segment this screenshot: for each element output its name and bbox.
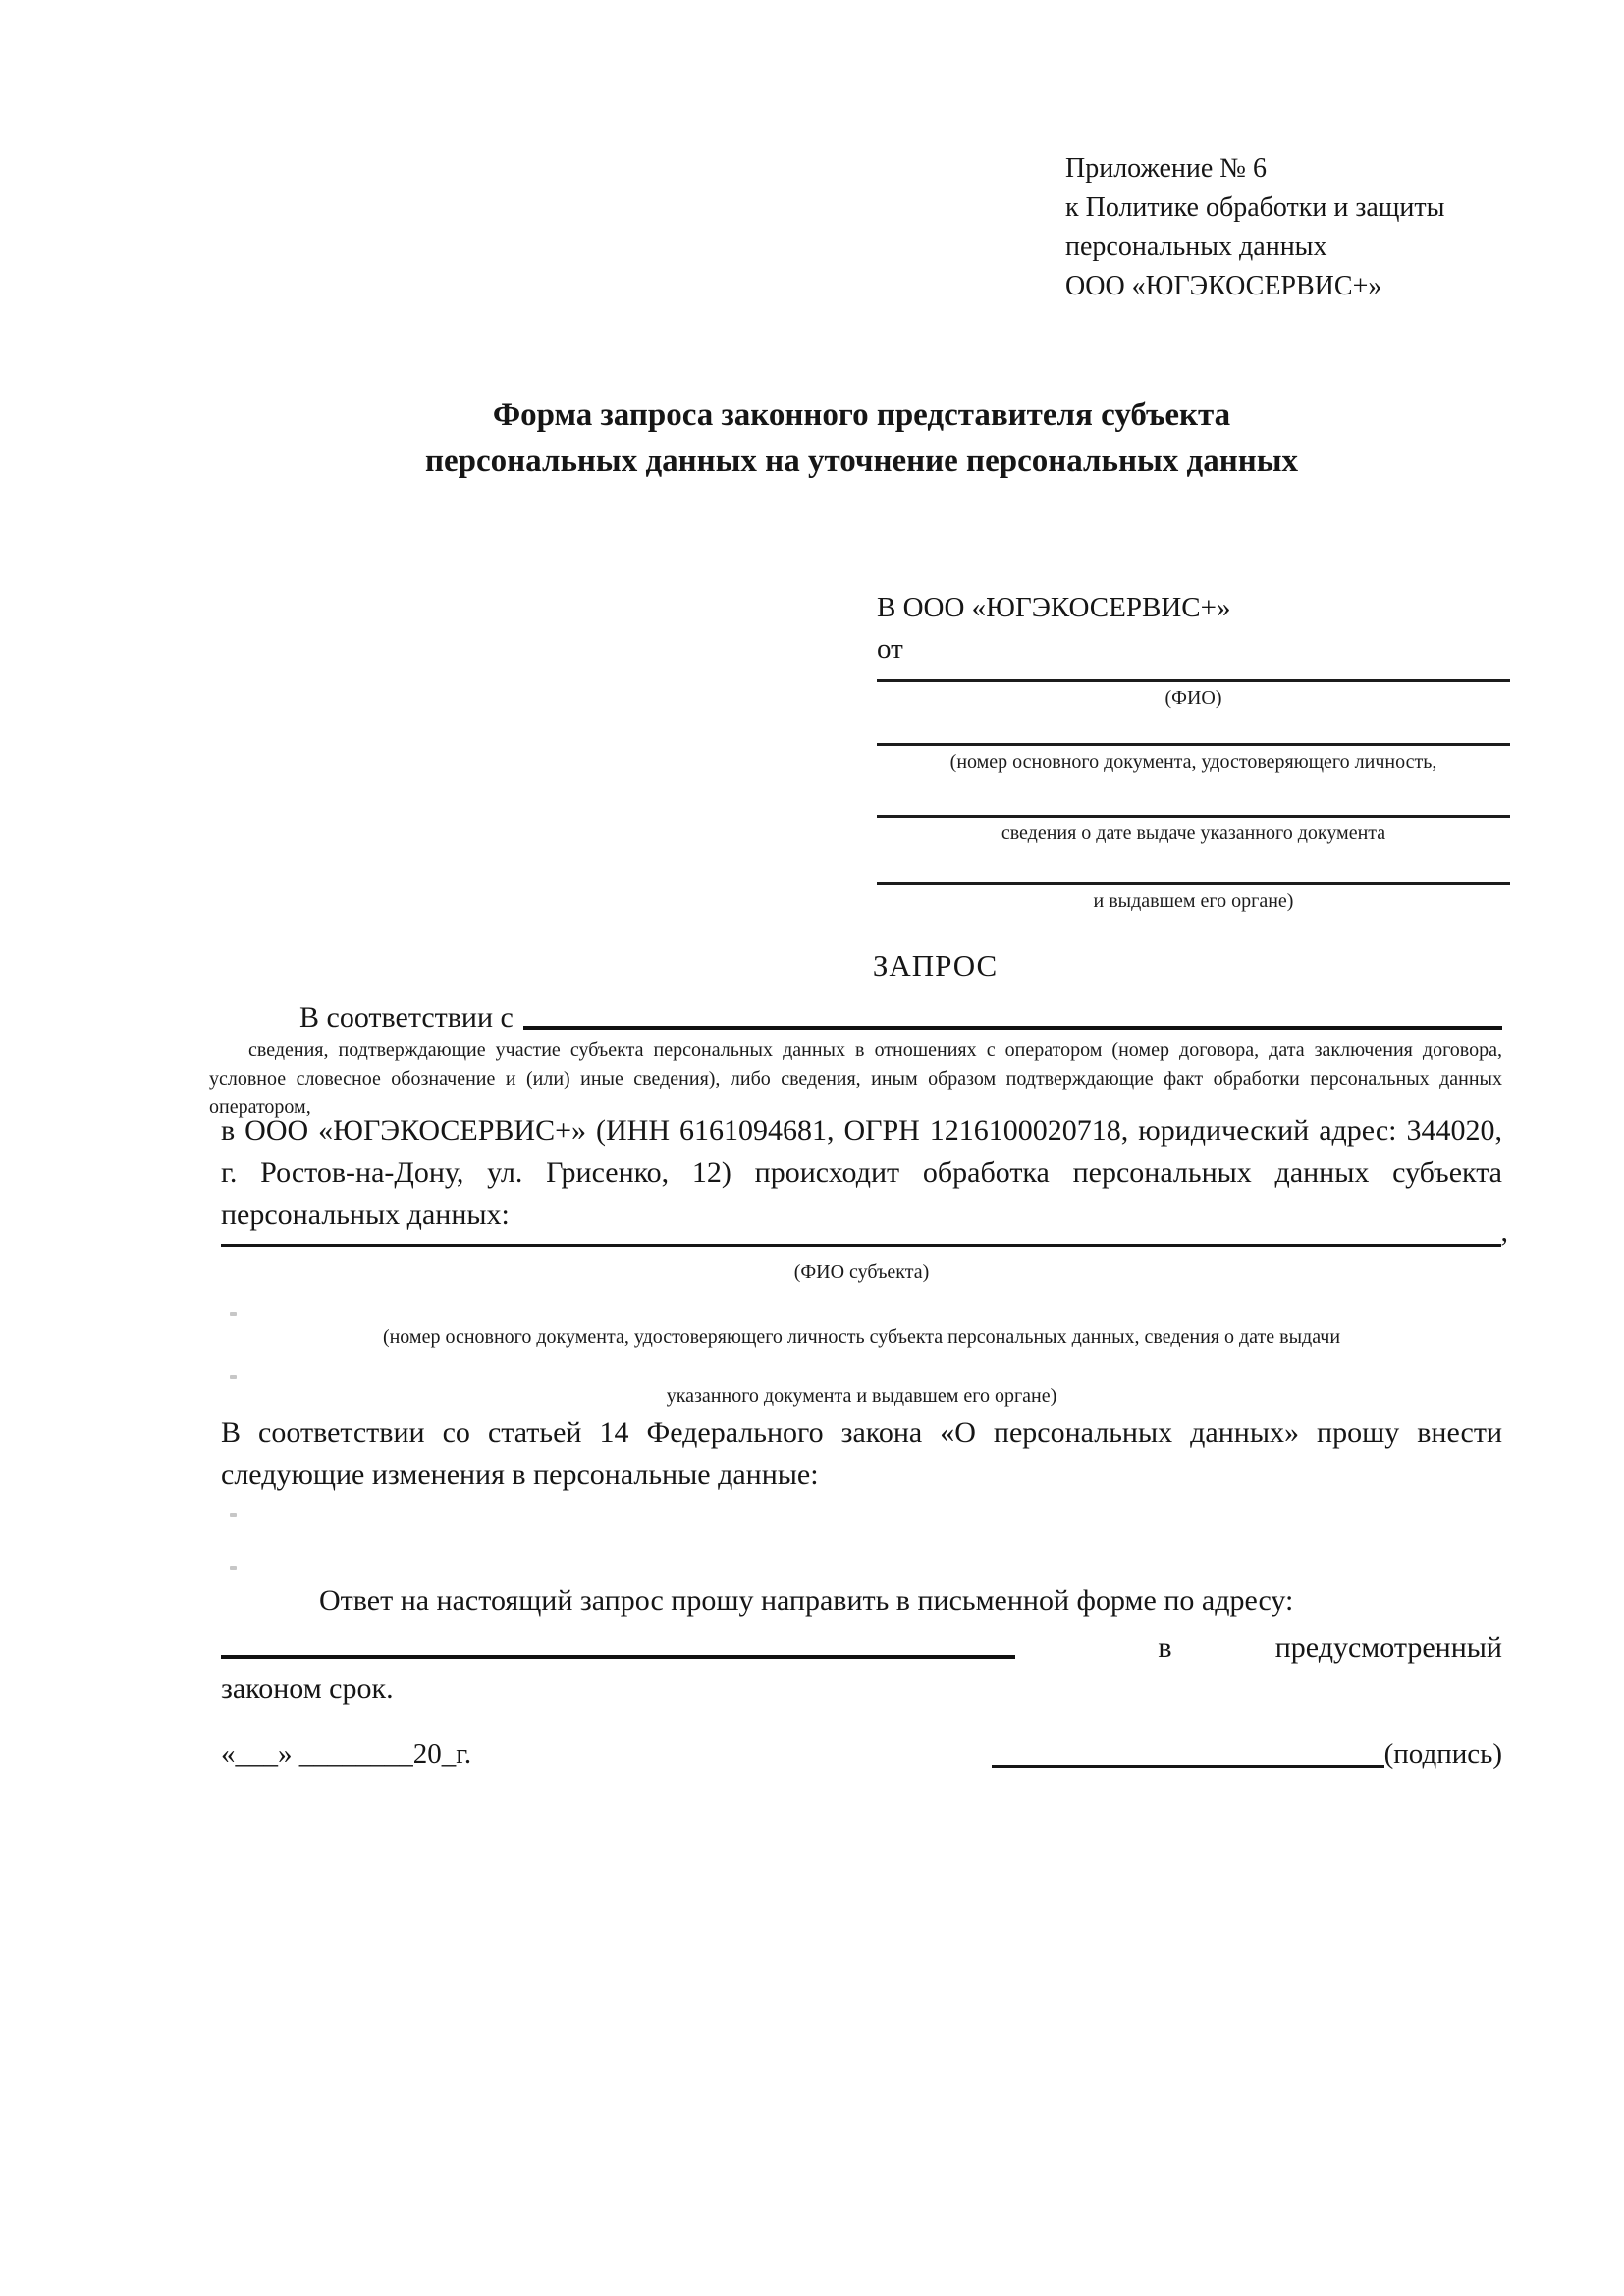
word-in: в <box>1158 1631 1172 1664</box>
scan-artifact-mark <box>230 1513 237 1517</box>
accordance-row <box>221 1001 1502 1035</box>
subject-fio-blank-line <box>221 1244 1501 1247</box>
signature-group <box>992 1738 1502 1771</box>
issuing-authority-blank-line <box>877 882 1510 885</box>
issue-date-caption: сведения о дате выдаче указанного документа <box>1001 823 1386 844</box>
page-title <box>221 393 1502 485</box>
document-number-field <box>877 743 1510 775</box>
appendix-policy-line2: персональных данных <box>1065 232 1327 262</box>
page-title-line2: персональных данных на уточнение персональных данных <box>424 444 1299 479</box>
date-blank-text: «___» ________20_г. <box>221 1738 472 1770</box>
law-term-text: законом срок. <box>221 1673 394 1705</box>
appendix-header <box>1065 149 1444 306</box>
appendix-policy-line1: к Политике обработки и защиты <box>1065 192 1445 223</box>
fio-blank-line <box>877 679 1510 682</box>
appendix-number: Приложение № 6 <box>1065 153 1267 184</box>
document-number-caption: (номер основного документа, удостоверяющего личность, <box>949 751 1437 773</box>
issuing-authority-field <box>877 882 1510 915</box>
addressee-from-label: от <box>877 633 903 665</box>
address-row <box>221 1620 1502 1665</box>
page-title-line1: Форма запроса законного представителя субъекта <box>492 398 1231 433</box>
date-signature-row <box>221 1728 1502 1771</box>
document-number-blank-line <box>877 743 1510 746</box>
scan-artifact-mark <box>230 1312 237 1316</box>
signature-caption: (подпись) <box>1383 1738 1502 1770</box>
issue-date-blank-line <box>877 815 1510 818</box>
fio-field <box>877 679 1510 712</box>
signature-blank-line <box>992 1765 1384 1768</box>
addressee-block <box>877 587 1510 915</box>
relation-note: сведения, подтверждающие участие субъекта персональных данных в отношениях с оператором (номер договора, дата заключения договора, условное словесное обозначение и (или) иные сведения), либо сведения, иным образом подтверждающие факт обработки персональных данных оператором, <box>209 1040 1502 1118</box>
fio-field-caption: (ФИО) <box>1164 687 1222 709</box>
address-blank-line <box>221 1655 1015 1659</box>
scan-artifact-mark <box>230 1566 237 1570</box>
operator-paragraph: в ООО «ЮГЭКОСЕРВИС+» (ИНН 6161094681, ОГРН 1216100020718, юридический адрес: 344020, г. Ростов-на-Дону, ул. Грисенко, 12) происходит обработка персональных данных субъекта персональных данных: <box>221 1114 1502 1231</box>
article-paragraph: В соответствии со статьей 14 Федерального закона «О персональных данных» прошу внести следующие изменения в персональные данные: <box>221 1416 1502 1491</box>
subject-fio-comma: , <box>1500 1215 1508 1248</box>
request-heading: ЗАПРОС <box>872 948 999 983</box>
appendix-company: ООО «ЮГЭКОСЕРВИС+» <box>1065 271 1382 301</box>
scan-artifact-mark <box>230 1375 237 1379</box>
subject-fio-row <box>221 1213 1508 1249</box>
answer-paragraph: Ответ на настоящий запрос прошу направить в письменной форме по адресу: <box>319 1584 1294 1617</box>
word-stipulated: предусмотренный <box>1274 1631 1502 1664</box>
accordance-blank-line <box>523 1026 1502 1030</box>
addressee-to: В ООО «ЮГЭКОСЕРВИС+» <box>877 592 1231 623</box>
accordance-prefix: В соответствии с <box>299 1001 514 1034</box>
issuing-authority-caption: и выдавшем его органе) <box>1093 890 1294 912</box>
subject-document-caption-line1: (номер основного документа, удостоверяющего личность субъекта персональных данных, сведения о дате выдачи <box>382 1326 1341 1348</box>
subject-document-caption-line2: указанного документа и выдавшем его органе) <box>666 1385 1057 1407</box>
subject-fio-caption: (ФИО субъекта) <box>793 1261 930 1283</box>
issue-date-field <box>877 815 1510 847</box>
